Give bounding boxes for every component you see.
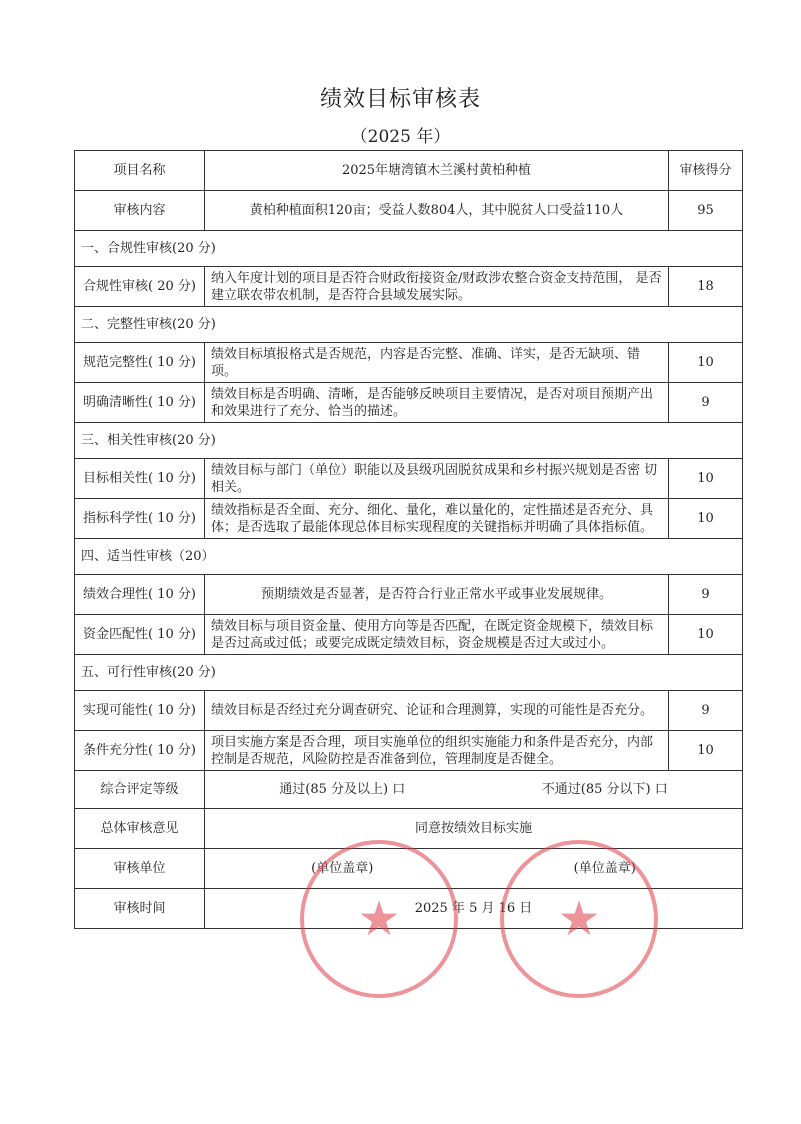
time-label: 审核时间: [75, 889, 205, 929]
section-title: 一、合规性审核(20 分): [75, 231, 743, 267]
criterion-label: 目标相关性( 10 分): [75, 459, 205, 499]
opinion-label: 总体审核意见: [75, 809, 205, 849]
stamp-agriculture: (单位盖章): [573, 861, 636, 876]
criterion-row: [75, 343, 743, 383]
criterion-score: 18: [669, 267, 743, 307]
section-title: 四、适当性审核（20）: [75, 539, 743, 575]
rating-label: 综合评定等级: [75, 771, 205, 809]
criterion-label: 合规性审核( 20 分): [75, 267, 205, 307]
criterion-label: 条件充分性( 10 分): [75, 731, 205, 771]
criterion-score: 10: [669, 459, 743, 499]
criterion-label: 明确清晰性( 10 分): [75, 383, 205, 423]
section-title: 五、可行性审核(20 分): [75, 655, 743, 691]
form-title: 绩效目标审核表: [319, 87, 481, 112]
criterion-description: 绩效目标是否经过充分调查研究、论证和合理测算，实现的可能性是否充分。: [205, 691, 669, 731]
section-title: 二、完整性审核(20 分): [75, 307, 743, 343]
seal-star-icon: ★: [357, 891, 401, 947]
total-score: 95: [669, 191, 743, 231]
criterion-label: 规范完整性( 10 分): [75, 343, 205, 383]
unit-label: 审核单位: [75, 849, 205, 889]
project-name-row: [75, 151, 743, 191]
unit-stamps: [205, 849, 743, 889]
project-name-value: 2025年塘湾镇木兰溪村黄柏种植: [205, 151, 669, 191]
audit-table: [74, 150, 743, 929]
fail-option[interactable]: 不通过(85 分以下) 口: [541, 782, 668, 797]
stamp-finance: (单位盖章): [311, 861, 374, 876]
time-row: [75, 889, 743, 929]
criterion-row: [75, 267, 743, 307]
criterion-row: [75, 499, 743, 539]
criterion-row: [75, 691, 743, 731]
section-header-row: [75, 423, 743, 459]
criterion-description: 绩效目标与部门（单位）职能以及县级巩固脱贫成果和乡村振兴规划是否密 切相关。: [205, 459, 669, 499]
time-value: 2025 年 5 月 16 日: [205, 889, 743, 929]
audit-content-value: 黄柏种植面积120亩；受益人数804人，其中脱贫人口受益110人: [205, 191, 669, 231]
rating-options: [205, 771, 743, 809]
section-header-row: [75, 307, 743, 343]
section-title: 三、相关性审核(20 分): [75, 423, 743, 459]
criterion-label: 绩效合理性( 10 分): [75, 575, 205, 615]
criterion-row: [75, 615, 743, 655]
pass-option[interactable]: 通过(85 分及以上) 口: [279, 782, 406, 797]
criterion-score: 10: [669, 499, 743, 539]
criterion-description: 纳入年度计划的项目是否符合财政衔接资金/财政涉农整合资金支持范围， 是否建立联农带农机制，是否符合县域发展实际。: [205, 267, 669, 307]
audit-content-label: 审核内容: [75, 191, 205, 231]
criterion-row: [75, 383, 743, 423]
criterion-score: 10: [669, 343, 743, 383]
criterion-description: 绩效目标是否明确、清晰，是否能够反映项目主要情况，是否对项目预期产出和效果进行了充分、恰当的描述。: [205, 383, 669, 423]
criterion-label: 指标科学性( 10 分): [75, 499, 205, 539]
criterion-score: 9: [669, 691, 743, 731]
opinion-row: [75, 809, 743, 849]
criterion-description: 预期绩效是否显著，是否符合行业正常水平或事业发展规律。: [205, 575, 669, 615]
audit-content-row: [75, 191, 743, 231]
criterion-row: [75, 575, 743, 615]
criterion-score: 10: [669, 615, 743, 655]
criterion-description: 项目实施方案是否合理，项目实施单位的组织实施能力和条件是否充分，内部控制是否规范，风险防控是否准备到位，管理制度是否健全。: [205, 731, 669, 771]
section-header-row: [75, 539, 743, 575]
section-header-row: [75, 655, 743, 691]
criterion-row: [75, 731, 743, 771]
criterion-score: 10: [669, 731, 743, 771]
form-year: （2025 年）: [350, 127, 451, 147]
criterion-score: 9: [669, 383, 743, 423]
project-name-label: 项目名称: [75, 151, 205, 191]
criterion-description: 绩效目标填报格式是否规范，内容是否完整、准确、详实，是否无缺项、错项。: [205, 343, 669, 383]
seal-star-icon: ★: [557, 891, 601, 947]
criterion-description: 绩效目标与项目资金量、使用方向等是否匹配，在既定资金规模下，绩效目标是否过高或过低；或要完成既定绩效目标，资金规模是否过大或过小。: [205, 615, 669, 655]
criterion-score: 9: [669, 575, 743, 615]
criterion-description: 绩效指标是否全面、充分、细化、量化，难以量化的，定性描述是否充分、具体；是否选取了最能体现总体目标实现程度的关键指标并明确了具体指标值。: [205, 499, 669, 539]
rating-row: [75, 771, 743, 809]
unit-row: [75, 849, 743, 889]
section-header-row: [75, 231, 743, 267]
criterion-label: 实现可能性( 10 分): [75, 691, 205, 731]
criterion-label: 资金匹配性( 10 分): [75, 615, 205, 655]
opinion-value: 同意按绩效目标实施: [205, 809, 743, 849]
score-header: 审核得分: [669, 151, 743, 191]
criterion-row: [75, 459, 743, 499]
